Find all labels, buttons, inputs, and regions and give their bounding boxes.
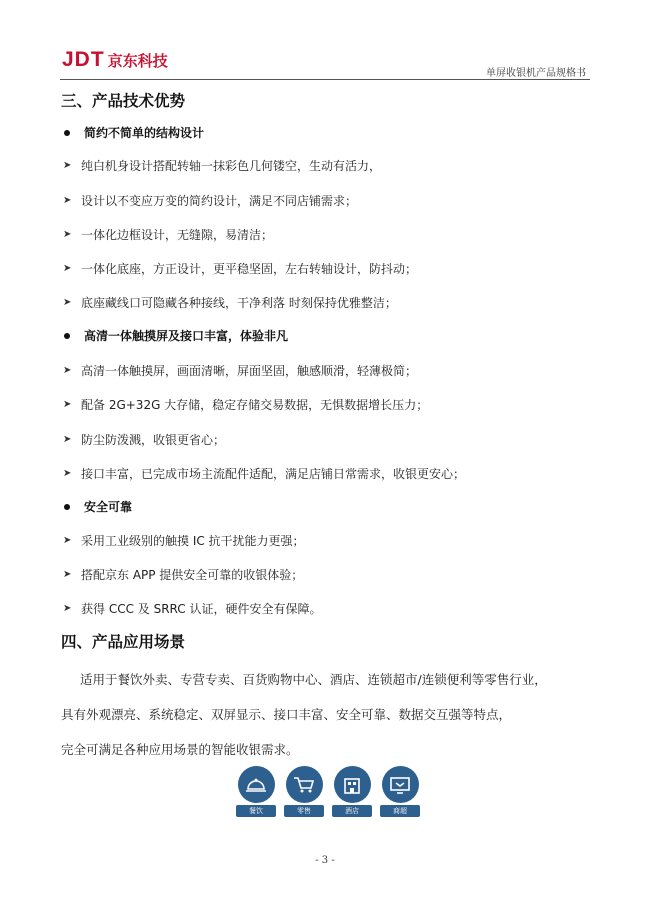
- list-item: [63, 226, 273, 243]
- list-item-text: 底座藏线口可隐藏各种接线，干净利落 时刻保持优雅整洁；: [81, 296, 397, 310]
- list-item-text: 一体化边框设计，无缝隙，易清洁；: [81, 228, 274, 242]
- list-item-text: 接口丰富，已完成市场主流配件适配，满足店铺日常需求，收银更安心；: [81, 467, 466, 481]
- cloche-icon: [238, 766, 275, 803]
- arrow-bullet-icon: ➤: [63, 297, 72, 308]
- list-item-text: 获得 CCC 及 SRRC 认证，硬件安全有保障。: [81, 602, 322, 616]
- list-item-text: 采用工业级别的触摸 IC 抗干扰能力更强；: [81, 534, 305, 548]
- bullet-icon: [64, 130, 70, 136]
- list-item: [63, 600, 321, 617]
- arrow-bullet-icon: ➤: [63, 468, 72, 479]
- list-item: [63, 566, 303, 583]
- list-item-text: 一体化底座，方正设计，更平稳坚固，左右转轴设计，防抖动；: [81, 262, 418, 276]
- subsection-heading: [62, 124, 204, 141]
- hotel-building-icon: [334, 766, 371, 803]
- scene-card-retail: [286, 766, 322, 817]
- subsection-heading-text: 安全可靠: [84, 500, 133, 514]
- company-logo: [62, 48, 168, 72]
- arrow-bullet-icon: ➤: [63, 434, 72, 445]
- list-item-text: 搭配京东 APP 提供安全可靠的收银体验；: [81, 568, 304, 582]
- list-item: [63, 294, 397, 311]
- arrow-bullet-icon: ➤: [63, 160, 72, 171]
- list-item: [63, 396, 428, 413]
- scene-icon-row: [238, 766, 418, 817]
- document-title: 单屏收银机产品规格书: [486, 68, 586, 79]
- list-item: [63, 157, 381, 174]
- body-paragraph-line: 具有外观漂亮、系统稳定、双屏显示、接口丰富、安全可靠、数据交互强等特点，: [61, 707, 512, 722]
- scene-card-dining: [238, 766, 274, 817]
- storefront-icon: [382, 766, 419, 803]
- subsection-heading-text: 高清一体触摸屏及接口丰富，体验非凡: [84, 329, 289, 343]
- list-item: [63, 465, 465, 482]
- scene-card-hotel: [334, 766, 370, 817]
- list-item-text: 防尘防泼溅，收银更省心；: [81, 433, 226, 447]
- arrow-bullet-icon: ➤: [63, 535, 72, 546]
- arrow-bullet-icon: ➤: [63, 195, 72, 206]
- subsection-heading: [62, 498, 132, 515]
- section-3-title: 三、产品技术优势: [61, 92, 186, 110]
- list-item-text: 设计以不变应万变的简约设计，满足不同店铺需求；: [81, 194, 358, 208]
- list-item-text: 纯白机身设计搭配转轴一抹彩色几何镂空，生动有活力，: [81, 159, 382, 173]
- bullet-icon: [64, 504, 70, 510]
- list-item-text: 高清一体触摸屏，画面清晰，屏面坚固，触感顺滑，轻薄极简；: [81, 364, 418, 378]
- arrow-bullet-icon: ➤: [63, 569, 72, 580]
- scene-card-supermarket: [382, 766, 418, 817]
- list-item: [63, 532, 305, 549]
- body-paragraph-line: 适用于餐饮外卖、专营专卖、百货购物中心、酒店、连锁超市/连锁便利等零售行业，: [80, 672, 547, 687]
- scene-label: 商超: [380, 805, 420, 817]
- arrow-bullet-icon: ➤: [63, 399, 72, 410]
- logo-mark: JDT: [62, 48, 105, 71]
- bullet-icon: [64, 333, 70, 339]
- shopping-cart-icon: [286, 766, 323, 803]
- list-item-text: 配备 2G+32G 大存储，稳定存储交易数据，无惧数据增长压力；: [81, 398, 429, 412]
- list-item: [63, 431, 225, 448]
- arrow-bullet-icon: ➤: [63, 365, 72, 376]
- arrow-bullet-icon: ➤: [63, 263, 72, 274]
- scene-label: 酒店: [332, 805, 372, 817]
- subsection-heading-text: 简约不简单的结构设计: [84, 126, 205, 140]
- list-item: [63, 260, 417, 277]
- body-paragraph-line: 完全可满足各种应用场景的智能收银需求。: [61, 742, 299, 757]
- logo-text: 京东科技: [107, 52, 168, 70]
- scene-label: 餐饮: [236, 805, 276, 817]
- section-4-title: 四、产品应用场景: [61, 633, 186, 651]
- arrow-bullet-icon: ➤: [63, 229, 72, 240]
- list-item: [63, 362, 417, 379]
- arrow-bullet-icon: ➤: [63, 603, 72, 614]
- header-divider: [60, 79, 590, 80]
- page-number: - 3 -: [315, 855, 335, 866]
- subsection-heading: [62, 327, 288, 344]
- list-item: [63, 192, 357, 209]
- scene-label: 零售: [284, 805, 324, 817]
